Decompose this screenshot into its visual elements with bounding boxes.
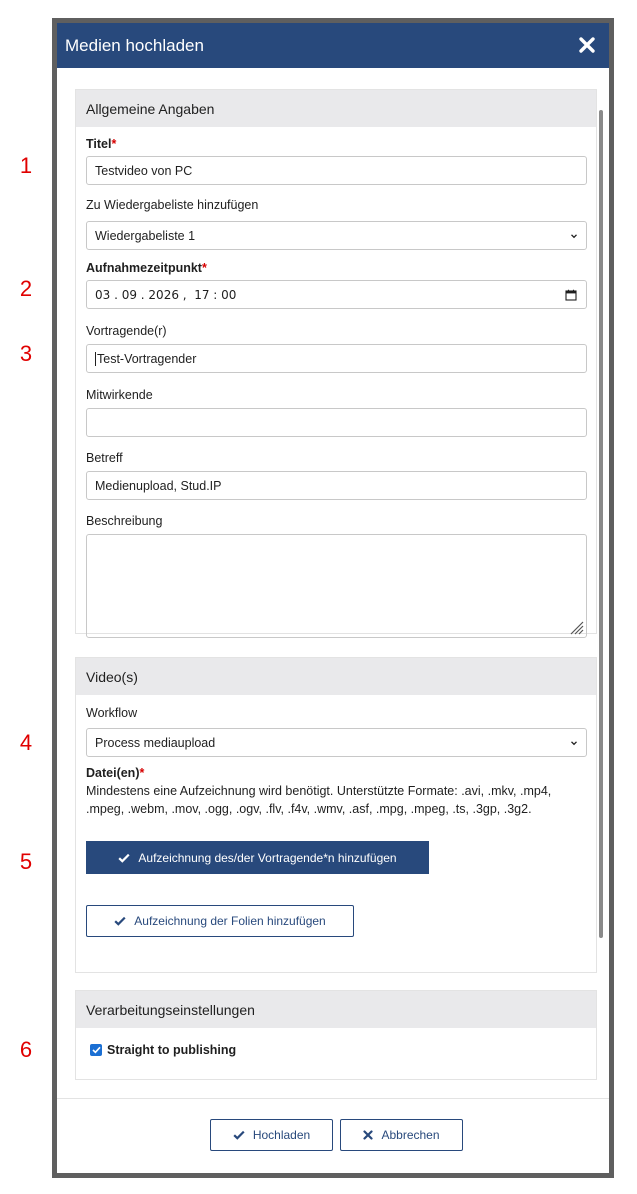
subject-input-value: Medienupload, Stud.IP (95, 478, 222, 493)
chevron-down-icon (570, 232, 578, 240)
playlist-label: Zu Wiedergabeliste hinzufügen (86, 198, 259, 212)
check-icon (114, 916, 126, 926)
dialog-titlebar (57, 23, 609, 68)
upload-button[interactable] (210, 1119, 333, 1151)
workflow-select-value: Process mediaupload (95, 735, 216, 750)
description-textarea[interactable] (86, 534, 587, 638)
description-label: Beschreibung (86, 514, 163, 528)
files-help-text: Mindestens eine Aufzeichnung wird benötigt. Unterstützte Formate: .avi, .mkv, .mp4, .mpeg, .webm, .mov, .ogg, .ogv, .flv, .f4v, .wmv, .asf, .mpg, .mpeg, .ts, .3gp, .3g2. (86, 784, 552, 816)
add-presenter-recording-label: Aufzeichnung des/der Vortragende*n hinzufügen (138, 850, 397, 865)
footer-divider (57, 1098, 609, 1099)
dialog-title: Medien hochladen (65, 35, 204, 55)
processing-legend: Verarbeitungseinstellungen (76, 991, 596, 1028)
dialog-content (57, 68, 609, 1098)
workflow-label: Workflow (86, 706, 138, 720)
presenter-label: Vortragende(r) (86, 324, 167, 338)
annotation-4: 4 (19, 730, 33, 755)
video-fieldset (75, 657, 597, 973)
check-icon (92, 1046, 101, 1054)
required-mark: * (201, 261, 207, 275)
upload-dialog (52, 18, 614, 1178)
dialog-body (57, 23, 609, 1173)
video-legend: Video(s) (76, 658, 596, 695)
contributors-label: Mitwirkende (86, 388, 153, 402)
required-mark: * (139, 766, 145, 780)
annotation-5: 5 (19, 849, 33, 874)
calendar-icon[interactable] (565, 289, 577, 301)
annotation-6: 6 (19, 1037, 33, 1062)
presenter-input-value: Test-Vortragender (97, 351, 197, 366)
processing-fieldset (75, 990, 597, 1080)
add-presenter-recording-button[interactable] (86, 841, 429, 874)
annotation-3: 3 (19, 341, 33, 366)
playlist-select-value: Wiedergabeliste 1 (95, 228, 196, 243)
files-label: Datei(en)* (86, 766, 145, 780)
resize-handle-icon[interactable] (568, 619, 584, 635)
add-slides-recording-button[interactable] (86, 905, 354, 937)
cancel-button-label: Abbrechen (381, 1128, 440, 1142)
title-input[interactable] (86, 156, 587, 185)
playlist-select[interactable] (86, 221, 587, 250)
required-mark: * (111, 137, 117, 151)
straight-to-publishing-checkbox[interactable] (90, 1044, 102, 1056)
recording-time-label: Aufnahmezeitpunkt* (86, 261, 207, 275)
general-legend: Allgemeine Angaben (76, 90, 596, 127)
workflow-select[interactable] (86, 728, 587, 757)
add-slides-recording-label: Aufzeichnung der Folien hinzufügen (134, 914, 326, 928)
recording-time-input[interactable] (86, 280, 587, 309)
cancel-button[interactable] (340, 1119, 463, 1151)
chevron-down-icon (570, 739, 578, 747)
subject-input[interactable] (86, 471, 587, 500)
text-cursor (95, 352, 96, 366)
straight-to-publishing-label: Straight to publishing (107, 1043, 237, 1057)
annotation-1: 1 (19, 153, 33, 178)
recording-time-value: 03 . 09 . 2026 , 17 : 00 (95, 287, 237, 302)
upload-button-label: Hochladen (252, 1128, 311, 1142)
general-fieldset (75, 89, 597, 634)
annotation-2: 2 (19, 276, 33, 301)
subject-label: Betreff (86, 451, 123, 465)
title-input-value: Testvideo von PC (95, 163, 193, 178)
straight-to-publishing-option[interactable] (90, 1043, 236, 1057)
check-icon (233, 1130, 245, 1140)
contributors-input[interactable] (86, 408, 587, 437)
scrollbar[interactable] (599, 110, 603, 938)
x-icon (363, 1130, 373, 1140)
check-icon (118, 853, 130, 863)
title-label: Titel* (86, 137, 117, 151)
presenter-input[interactable] (86, 344, 587, 373)
close-icon[interactable] (577, 35, 597, 55)
